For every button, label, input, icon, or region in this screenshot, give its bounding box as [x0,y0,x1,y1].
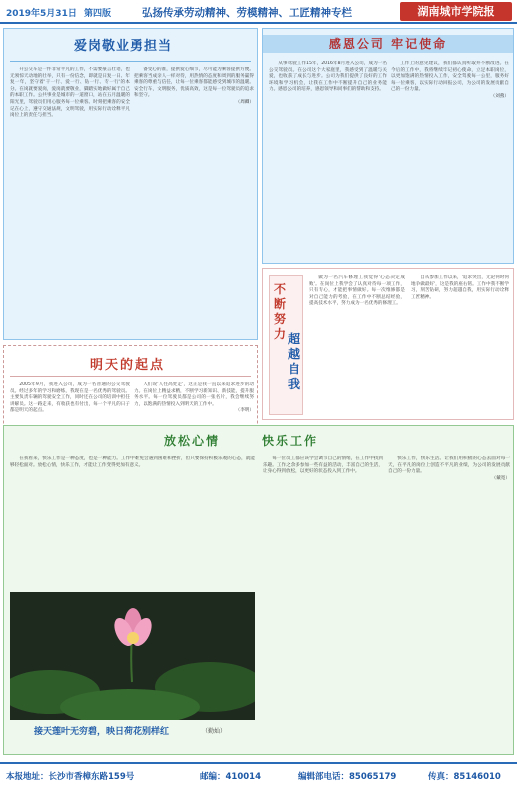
article-title: 放松心情 [164,434,221,448]
author-signature: （刘燕） [490,93,509,99]
article-title: 快乐工作 [262,434,319,448]
article-buduan-nuli [262,268,514,420]
section-title: 弘扬传承劳动精神、劳模精神、工匠精神专栏 [142,7,352,19]
article-subtitle: 超越自我 [288,332,301,391]
article-body: 2005年9月，我进入公司，成为一名普通的公交驾驶员。经过多年的学习和磨练，我现在是一名优秀的驾驶员。主要负责车辆的驾驶安全工作，同时还在公司的培训中担任讲解员。这一路走来，有收获也有付出，每一个平凡的日子都是明天的起点。 [10,382,130,414]
article-body: 备受心的准，提供爱心细节，尽可能为乘客提供方便。把乘客当成亲人一样对待，用热情的态度和周到的服务赢得乘客的尊重与信任，让每一位乘客都能感受到城市的温暖。安全行车，文明服务，优质高效，这是每一位驾驶员的追求和坚守。 （周卿） [134,67,254,105]
page-footer [0,762,517,785]
article-body: 工作上的意见建议，我们都认真听取并不断改进。在今后的工作中，我将继续牢记初心使命，立足本职岗位，以更加饱满的热情投入工作，安全驾驶每一公里，服务好每一位乘客，以实际行动回报公司，为公司的发展贡献自己的一份力量。 （刘燕） [391,61,509,99]
article-body: 每一位员工都应该学会调节自己的情绪，在工作中找到乐趣。工作之余多参加一些有益的活动，丰富自己的生活，让身心得到放松，以更好的状态投入到工作中。 [263,456,383,475]
article-body: 在我看来，快乐工作是一种态度，也是一种能力。工作中难免会遇到困难和挫折，但只要保持积极乐观的心态，就能够轻松面对。放松心情，快乐工作，才能让工作变得更加有意义。 [10,456,255,468]
article-title-group [164,430,334,452]
article-title-banner [263,35,513,53]
footer-address: 本报地址：长沙市香樟东路159号 [6,772,135,782]
footer-phone: 编辑部电话：85065179 [298,772,397,782]
author-signature: （周卿） [235,99,254,105]
article-body: 人们说'人往高处走'，这正是我一直以来追求进步的动力。在岗位上精益求精，不断学习新知识、新技能，提升服务水平。每一位驾驶员都是公司的一张名片，我会继续努力，以饱满的热情投入到明天的工作中。 （李明） [134,382,254,414]
divider [10,61,251,62]
article-body: 从事驾驶工作15年，2016年8月进入公司，成为一名公交驾驶员。在公司这个大家庭里，我感受到了温暖与关爱，也收获了成长与进步。公司为我们提供了良好的工作环境和学习机会，让我在工作中不断提升自己的业务能力。感恩公司的培养，感恩领导和同事们的帮助和支持。 [269,61,387,93]
article-title: 感恩公司 牢记使命 [328,37,448,51]
photo-caption: 接天莲叶无穷碧，映日荷花别样红 [34,727,170,737]
newspaper-logo: 湖南城市学院报 [400,2,512,21]
issue-date: 2019年5月31日 [6,9,77,19]
article-body: 自从参加工作以来，'追求突出，无论何时何地争做最好'，这是我的座右铭。工作中我不断学习，刻苦钻研，努力超越自我，用实际行动诠释工匠精神。 [411,275,509,300]
page-header [0,0,517,24]
article-fangsong [3,425,514,755]
author-signature: （李明） [235,408,254,414]
article-aigang [3,28,258,340]
vertical-title-box [269,275,303,415]
article-title: 爱岗敬业勇担当 [74,39,173,54]
article-gan-en [262,28,514,264]
footer-postcode: 邮编：410014 [200,772,261,782]
article-body: 快乐工作，快乐生活。让我们用积极的心态去面对每一天，在平凡的岗位上创造不平凡的业绩，为公司的发展贡献自己的一份力量。 （戴宽） [388,456,510,481]
article-body: 开公交车是一件非常平凡的工作，不需要豪言壮语，也无须惊天动地的壮举，只有一份信念，即就是日复一日、年复一年，坚守着'干一行、爱一行、钻一行、专一行'的本分。在岗就要爱岗，爱岗就要敬业，脚踏实地做好属于自己的本职工作。公共事业是城市的一道窗口，站在五月温暖的阳光里，驾驶员们用心服务每一位乘客。时刻把乘客的安全记在心上，遵守交通法规，文明驾驶，用实际行动诠释平凡岗位上的责任与担当。 [10,67,130,119]
article-body: 做为一名汽车修理工我觉得'心态决定成败'。在岗位上我学会了认真对待每一项工作，只有专心，才能把事情做好。每一次维修都是对自己能力的考验，在工作中不断总结经验，提高技术水平，努力成为一名优秀的修理工。 [309,275,405,307]
edition-label: 第四版 [84,9,112,19]
footer-fax: 传真：85146010 [428,772,501,782]
article-title: 明天的起点 [90,358,166,373]
article-title: 不断努力 [274,282,287,341]
lotus-photo [10,592,255,720]
divider [10,376,251,377]
photo-credit: （勤灿） [202,728,227,735]
author-signature: （戴宽） [491,475,510,481]
